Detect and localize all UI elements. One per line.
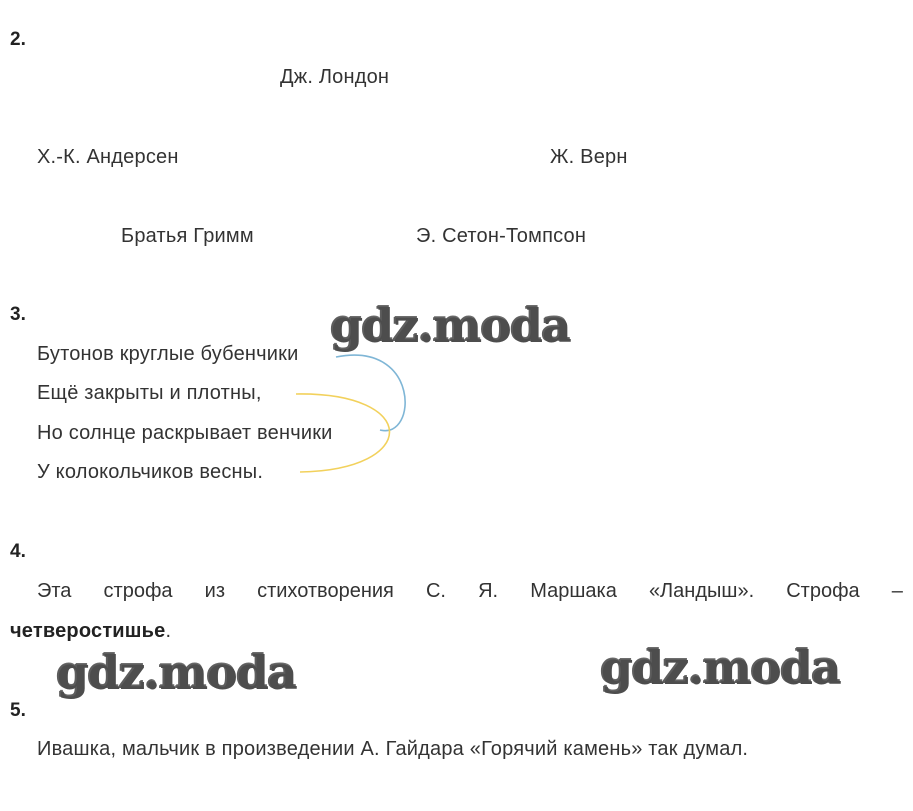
task-4-line-2 xyxy=(10,620,171,643)
task-3-number: 3. xyxy=(10,304,26,325)
task-4-end-punct: . xyxy=(165,620,172,642)
watermark-right: gdz.moda xyxy=(600,640,840,694)
task-4-word: строфа xyxy=(103,580,173,602)
author-grimm: Братья Гримм xyxy=(121,225,254,247)
task-2-number: 2. xyxy=(10,29,26,50)
task-4-word: «Ландыш». xyxy=(648,580,755,602)
poem-line-3: Но солнце раскрывает венчики xyxy=(37,422,333,444)
author-seton-thompson: Э. Сетон-Томпсон xyxy=(416,225,587,247)
task-4-bold-term: четверостишье xyxy=(10,620,166,642)
author-london: Дж. Лондон xyxy=(280,66,390,88)
task-4-word: С. xyxy=(425,580,446,602)
task-4-word: Я. xyxy=(478,580,499,602)
task-4-number: 4. xyxy=(10,541,26,562)
author-andersen: Х.-К. Андерсен xyxy=(37,146,179,168)
task-4-word: стихотворения xyxy=(257,580,394,602)
watermark-top: gdz.moda xyxy=(330,298,570,352)
task-5-number: 5. xyxy=(10,700,26,721)
author-verne: Ж. Верн xyxy=(550,146,628,168)
task-4-line-1 xyxy=(37,580,903,603)
rhyme-arc-a xyxy=(336,355,405,431)
poem-line-4: У колокольчиков весны. xyxy=(37,461,264,483)
watermark-left: gdz.moda xyxy=(56,645,296,699)
task-4-word: – xyxy=(891,580,903,602)
task-4-word: из xyxy=(204,580,225,602)
task-4-word: Строфа xyxy=(786,580,860,602)
task-5-text: Ивашка, мальчик в произведении А. Гайдара «Горячий камень» так думал. xyxy=(37,738,749,760)
poem-line-2: Ещё закрыты и плотны, xyxy=(37,382,262,404)
task-4-word: Маршака xyxy=(530,580,617,602)
task-4-word: Эта xyxy=(37,580,72,602)
poem-line-1: Бутонов круглые бубенчики xyxy=(37,343,299,365)
